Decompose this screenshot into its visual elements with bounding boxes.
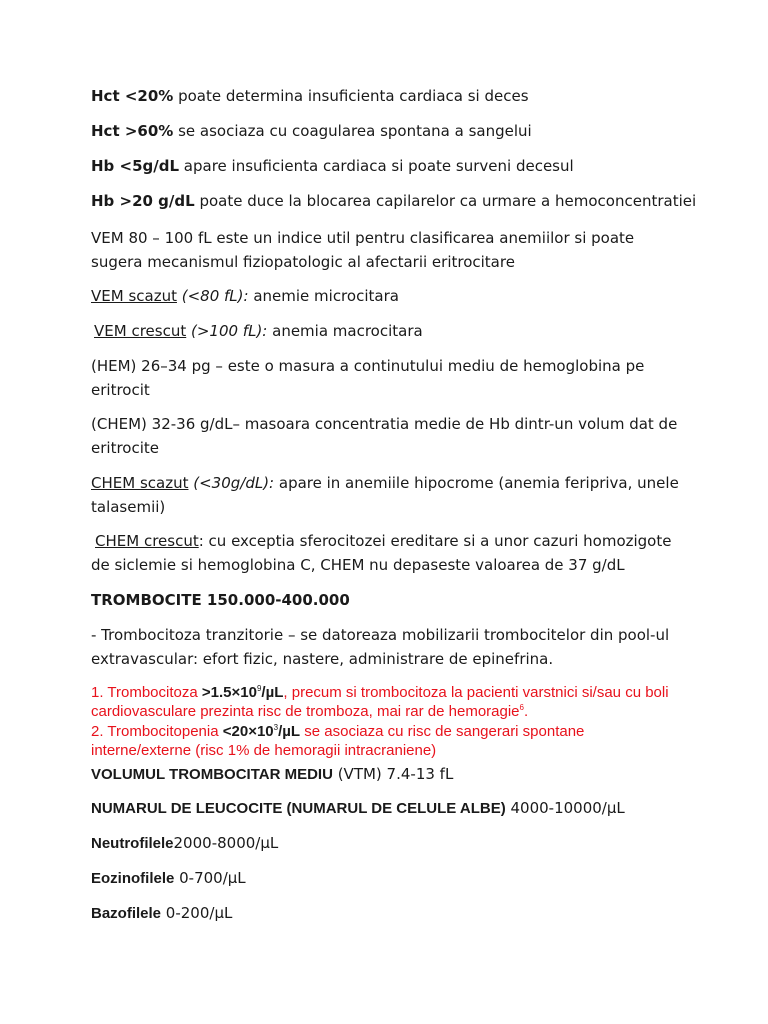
red1-bold: >1.5×10 [201,684,257,701]
leucocite-text: 4000-10000/µL [505,799,625,817]
hem-text: (HEM) 26–34 pg – este o masura a continutului mediu de hemoglobina pe eritrocit [91,357,645,399]
neutrofile-line [91,832,691,855]
chem-high-term: CHEM crescut [95,532,199,550]
vem-high-range: (>100 fL): [186,322,268,340]
vem-high-line [94,320,694,342]
neutrofile-text: 2000-8000/µL [173,834,279,852]
eozinofile-text: 0-700/µL [174,869,246,887]
hct-low-term: Hct <20% [91,87,174,105]
hb-low-text: apare insuficienta cardiaca si poate surveni decesul [179,157,574,175]
bazofile-term: Bazofilele [91,905,162,922]
chem-paragraph [91,412,681,460]
trombocitoza-tranzitorie-paragraph [91,623,681,671]
hb-high-line [91,190,697,212]
chem-low-text: apare in anemiile hipocrome (anemia feripriva, unele talasemii) [91,474,679,516]
red2-pre: 2. Trombocitopenia [91,723,223,740]
hb-low-line [91,155,691,177]
red2-bold: <20×10 [222,723,274,740]
vem-paragraph [91,226,681,274]
trombocitoza-risk-paragraph [91,683,681,721]
vem-low-line [91,285,691,307]
chem-low-term: CHEM scazut [91,474,189,492]
red1-post: , precum si trombocitoza la pacienti varstnici si/sau cu boli cardiovasculare prezinta risc de tromboza, mai rar de hemoragie [91,684,669,720]
vem-text: VEM 80 – 100 fL este un indice util pentru clasificarea anemiilor si poate sugera mecanismul fiziopatologic al afectarii eritrocitare [91,229,635,271]
leucocite-line [91,797,691,820]
trombocite-heading [91,589,691,611]
trombocitopenia-risk-paragraph [91,722,681,760]
chem-low-paragraph [91,471,681,519]
bazofile-line [91,902,691,925]
chem-high-text: : cu exceptia sferocitozei ereditare si a unor cazuri homozigote de siclemie si hemoglobina C, CHEM nu depaseste valoarea de 37 g/dL [91,532,672,574]
vtm-line [91,763,691,786]
hct-high-term: Hct >60% [91,122,174,140]
hct-low-text: poate determina insuficienta cardiaca si deces [173,87,529,105]
hb-high-term: Hb >20 g/dL [91,192,195,210]
eozinofile-term: Eozinofilele [91,870,175,887]
hct-high-text: se asociaza cu coagularea spontana a sangelui [173,122,532,140]
red1-bold2: /µL [261,684,284,701]
red2-sup: 3 [273,723,279,732]
red1-end: . [523,703,529,720]
eozinofile-line [91,867,691,890]
trombocitoza-tranzitorie-text: - Trombocitoza tranzitorie – se datoreaza mobilizarii trombocitelor din pool-ul extravascular: efort fizic, nastere, administrare de epinefrina. [91,626,670,668]
red2-bold2: /µL [278,723,301,740]
chem-high-paragraph [91,529,681,577]
hb-low-term: Hb <5g/dL [91,157,180,175]
red2-post: se asociaza cu risc de sangerari spontane interne/externe (risc 1% de hemoragii intracraniene) [91,723,585,759]
red1-sup: 9 [256,684,262,693]
red1-pre: 1. Trombocitoza [91,684,202,701]
leucocite-term: NUMARUL DE LEUCOCITE (NUMARUL DE CELULE ALBE) [91,800,506,817]
chem-text: (CHEM) 32-36 g/dL– masoara concentratia medie de Hb dintr-un volum dat de eritrocite [91,415,678,457]
vem-low-range: (<80 fL): [176,287,249,305]
vem-low-term: VEM scazut [91,287,177,305]
vem-low-text: anemie microcitara [248,287,399,305]
vtm-text: 7.4-13 fL [381,765,454,783]
hem-paragraph [91,354,681,402]
vem-high-term: VEM crescut [94,322,187,340]
hct-low-line [91,85,691,107]
red1-sup2: 6 [519,703,524,712]
trombocite-text: TROMBOCITE 150.000-400.000 [91,591,350,609]
neutrofile-term: Neutrofilele [91,835,174,852]
vtm-abbr: (VTM) [332,765,382,783]
hb-high-text: poate duce la blocarea capilarelor ca urmare a hemoconcentratiei [194,192,697,210]
vem-high-text: anemia macrocitara [267,322,423,340]
vtm-term: VOLUMUL TROMBOCITAR MEDIU [91,766,333,783]
bazofile-text: 0-200/µL [161,904,233,922]
hct-high-line [91,120,691,142]
chem-low-range: (<30g/dL): [188,474,275,492]
